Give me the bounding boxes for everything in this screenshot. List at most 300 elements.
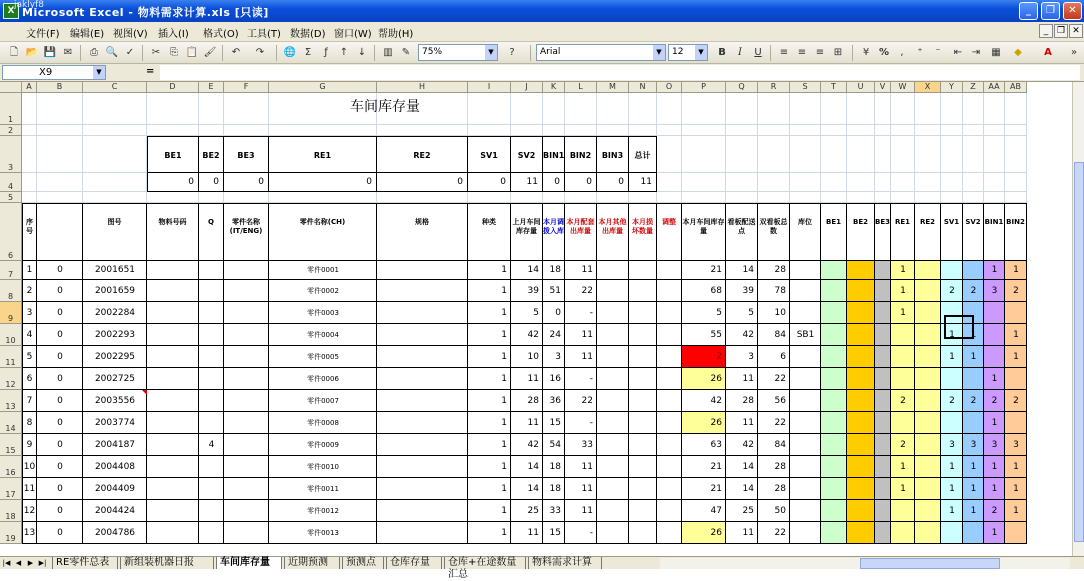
cell-seq[interactable]: 4 — [26, 330, 33, 340]
column-header-ab[interactable]: AB — [1005, 82, 1027, 93]
color-fill-cell[interactable] — [915, 478, 941, 500]
menu-edit[interactable]: 编辑(E) — [70, 29, 105, 40]
color-fill-cell[interactable] — [915, 280, 941, 302]
cell-r[interactable]: 84 — [774, 330, 786, 340]
color-fill-cell[interactable] — [847, 280, 875, 302]
grid-cell[interactable] — [83, 93, 147, 125]
cell-ab[interactable]: 2 — [1013, 396, 1019, 406]
color-fill-cell[interactable] — [963, 412, 984, 434]
table-cell[interactable] — [147, 302, 199, 324]
chevron-down-icon[interactable]: ▼ — [93, 66, 105, 79]
color-fill-cell[interactable] — [821, 456, 847, 478]
grid-cell[interactable] — [657, 93, 682, 125]
grid-cell[interactable] — [891, 125, 915, 136]
cell-kind[interactable]: 1 — [501, 308, 507, 318]
table-cell[interactable] — [629, 412, 657, 434]
row-header-15[interactable] — [0, 434, 22, 456]
color-fill-cell[interactable] — [984, 324, 1005, 346]
cell-j[interactable]: 28 — [527, 396, 539, 406]
cell-j[interactable]: 11 — [527, 418, 539, 428]
table-cell[interactable] — [377, 478, 468, 500]
cell-k[interactable]: 54 — [549, 440, 561, 450]
table-cell[interactable] — [147, 324, 199, 346]
table-cell[interactable] — [147, 261, 199, 280]
cell-k[interactable]: 0 — [555, 308, 561, 318]
decrease-indent-icon[interactable]: ⇤ — [953, 47, 963, 58]
chart-wizard-icon[interactable]: ▥ — [383, 47, 393, 58]
table-cell[interactable] — [224, 280, 269, 302]
cell-r[interactable]: 28 — [774, 462, 786, 472]
help-icon[interactable]: ? — [509, 47, 515, 58]
grid-cell[interactable] — [22, 192, 37, 203]
cell-drawing[interactable]: 2002725 — [94, 374, 136, 384]
color-fill-cell[interactable] — [847, 500, 875, 522]
table-cell[interactable] — [657, 434, 682, 456]
grid-cell[interactable] — [915, 125, 941, 136]
sheet-tab[interactable]: 预测点 — [342, 557, 384, 569]
cell-p[interactable]: 5 — [716, 308, 722, 318]
cell-b[interactable]: 0 — [57, 308, 63, 318]
grid-cell[interactable] — [984, 93, 1005, 125]
row-header-8[interactable] — [0, 280, 22, 302]
table-cell[interactable] — [224, 478, 269, 500]
column-header-r[interactable]: R — [758, 82, 790, 93]
table-cell[interactable] — [377, 456, 468, 478]
align-right-icon[interactable]: ≡ — [815, 47, 825, 58]
cell-k[interactable]: 51 — [549, 286, 561, 296]
cell-ab[interactable]: 1 — [1013, 265, 1019, 275]
cell-name[interactable]: 零件0010 — [307, 463, 339, 471]
copy-icon[interactable]: ⎘ — [170, 47, 178, 58]
cell-j[interactable]: 11 — [527, 528, 539, 538]
color-fill-cell[interactable] — [915, 412, 941, 434]
grid-cell[interactable] — [83, 125, 147, 136]
font-color-icon[interactable]: A — [1044, 47, 1052, 58]
table-cell[interactable] — [377, 412, 468, 434]
sort-descending-icon[interactable]: ↓ — [357, 47, 367, 58]
table-cell[interactable] — [377, 368, 468, 390]
open-icon[interactable]: 📂 — [25, 47, 39, 58]
cell-w[interactable]: 1 — [900, 484, 906, 494]
grid-cell[interactable] — [22, 136, 37, 173]
bold-button[interactable]: B — [718, 47, 726, 58]
cell-y[interactable]: 1 — [949, 462, 955, 472]
underline-button[interactable]: U — [754, 47, 762, 58]
row-header-19[interactable] — [0, 522, 22, 544]
table-cell[interactable] — [224, 346, 269, 368]
color-fill-cell[interactable] — [941, 522, 963, 544]
table-cell[interactable] — [657, 500, 682, 522]
row-header-12[interactable] — [0, 368, 22, 390]
grid-cell[interactable] — [629, 192, 657, 203]
table-cell[interactable] — [224, 261, 269, 280]
table-cell[interactable] — [790, 368, 821, 390]
column-header-q[interactable]: Q — [726, 82, 758, 93]
table-cell[interactable] — [224, 390, 269, 412]
cell-l[interactable]: 33 — [581, 440, 593, 450]
column-header-i[interactable]: I — [468, 82, 511, 93]
grid-cell[interactable] — [199, 192, 224, 203]
table-cell[interactable] — [790, 522, 821, 544]
cell-kind[interactable]: 1 — [501, 374, 507, 384]
grid-cell[interactable] — [468, 125, 511, 136]
grid-cell[interactable] — [758, 136, 790, 173]
grid-cell[interactable] — [963, 136, 984, 173]
cell-b[interactable]: 0 — [57, 506, 63, 516]
sheet-tab[interactable]: 仓库存量 — [386, 557, 442, 569]
increase-indent-icon[interactable]: ⇥ — [971, 47, 981, 58]
cell-aa[interactable]: 1 — [991, 418, 998, 428]
cell-aa[interactable]: 3 — [991, 286, 998, 296]
grid-cell[interactable] — [511, 192, 543, 203]
cell-aa[interactable]: 3 — [991, 440, 998, 450]
last-sheet-icon[interactable]: ▶| — [38, 559, 47, 567]
table-cell[interactable] — [199, 412, 224, 434]
grid-cell[interactable] — [891, 136, 915, 173]
cell-z[interactable]: 2 — [970, 396, 977, 406]
grid-cell[interactable] — [984, 192, 1005, 203]
grid-cell[interactable] — [758, 173, 790, 192]
align-left-icon[interactable]: ≡ — [779, 47, 789, 58]
grid-cell[interactable] — [682, 173, 726, 192]
color-fill-cell[interactable] — [915, 324, 941, 346]
color-fill-cell[interactable] — [875, 368, 891, 390]
row-header-11[interactable] — [0, 346, 22, 368]
cell-r[interactable]: 28 — [774, 484, 786, 494]
table-cell[interactable] — [629, 500, 657, 522]
color-fill-cell[interactable] — [963, 522, 984, 544]
cell-j[interactable]: 42 — [527, 330, 539, 340]
cell-s[interactable]: SB1 — [796, 330, 815, 340]
cell-seq[interactable]: 5 — [26, 352, 33, 362]
table-cell[interactable] — [199, 456, 224, 478]
grid-cell[interactable] — [875, 192, 891, 203]
increase-decimal-icon[interactable]: ⁺ — [917, 47, 923, 58]
doc-close-button[interactable]: ✕ — [1069, 24, 1083, 38]
grid-cell[interactable] — [682, 125, 726, 136]
table-cell[interactable] — [199, 390, 224, 412]
table-cell[interactable] — [147, 522, 199, 544]
grid-cell[interactable] — [821, 93, 847, 125]
autosum-icon[interactable]: Σ — [304, 47, 312, 58]
table-cell[interactable] — [377, 302, 468, 324]
cell-ab[interactable]: 1 — [1013, 330, 1019, 340]
italic-button[interactable]: I — [738, 47, 742, 58]
cell-kind[interactable]: 1 — [501, 396, 507, 406]
color-fill-cell[interactable] — [821, 261, 847, 280]
grid-cell[interactable] — [597, 93, 629, 125]
grid-cell[interactable] — [790, 93, 821, 125]
color-fill-cell[interactable] — [821, 302, 847, 324]
table-cell[interactable] — [224, 456, 269, 478]
grid-cell[interactable] — [147, 93, 199, 125]
minimize-button[interactable]: _ — [1019, 2, 1038, 20]
color-fill-cell[interactable] — [875, 324, 891, 346]
table-cell[interactable] — [629, 302, 657, 324]
cell-ab[interactable]: 3 — [1013, 440, 1019, 450]
grid-cell[interactable] — [984, 136, 1005, 173]
grid-cell[interactable] — [377, 192, 468, 203]
fill-color-icon[interactable]: ◆ — [1014, 47, 1022, 58]
color-fill-cell[interactable] — [821, 368, 847, 390]
table-cell[interactable] — [790, 412, 821, 434]
table-cell[interactable] — [629, 522, 657, 544]
cell-name[interactable]: 零件0006 — [307, 375, 339, 383]
grid-cell[interactable] — [657, 173, 682, 192]
table-cell[interactable] — [597, 412, 629, 434]
vertical-scroll-thumb[interactable] — [1074, 162, 1084, 542]
color-fill-cell[interactable] — [915, 346, 941, 368]
table-cell[interactable] — [224, 522, 269, 544]
sort-ascending-icon[interactable]: ↑ — [339, 47, 349, 58]
grid-cell[interactable] — [269, 192, 377, 203]
table-cell[interactable] — [377, 280, 468, 302]
table-cell[interactable] — [629, 390, 657, 412]
color-fill-cell[interactable] — [847, 412, 875, 434]
grid-cell[interactable] — [224, 93, 269, 125]
color-fill-cell[interactable] — [963, 261, 984, 280]
cell-name[interactable]: 零件0005 — [307, 353, 339, 361]
table-cell[interactable] — [199, 346, 224, 368]
grid-cell[interactable] — [875, 173, 891, 192]
table-cell[interactable] — [147, 434, 199, 456]
color-fill-cell[interactable] — [847, 390, 875, 412]
grid-cell[interactable] — [147, 125, 199, 136]
column-header-t[interactable]: T — [821, 82, 847, 93]
grid-cell[interactable] — [758, 192, 790, 203]
horizontal-scrollbar[interactable] — [660, 558, 1070, 569]
grid-cell[interactable] — [657, 136, 682, 173]
toolbar-options-icon[interactable]: » — [1070, 47, 1078, 58]
grid-cell[interactable] — [915, 93, 941, 125]
undo-icon[interactable]: ↶ — [231, 47, 241, 58]
column-header-u[interactable]: U — [847, 82, 875, 93]
grid-cell[interactable] — [915, 136, 941, 173]
color-fill-cell[interactable] — [891, 324, 915, 346]
cell-drawing[interactable]: 2001659 — [94, 286, 136, 296]
grid-cell[interactable] — [915, 192, 941, 203]
permission-icon[interactable]: ✉ — [63, 47, 73, 58]
cell-q[interactable]: 28 — [742, 396, 754, 406]
table-cell[interactable] — [224, 302, 269, 324]
table-cell[interactable] — [629, 368, 657, 390]
table-cell[interactable] — [657, 478, 682, 500]
grid-cell[interactable] — [657, 125, 682, 136]
cell-l[interactable]: - — [589, 528, 593, 538]
sheet-tab[interactable]: 物料需求计算 — [528, 557, 602, 569]
table-cell[interactable] — [657, 456, 682, 478]
grid-cell[interactable] — [199, 93, 224, 125]
cell-q[interactable]: 5 — [748, 308, 754, 318]
vertical-scrollbar[interactable] — [1072, 82, 1084, 556]
sheet-tab[interactable]: RE零件总表 — [52, 557, 118, 569]
menu-file[interactable]: 文件(F) — [26, 29, 60, 40]
grid-cell[interactable] — [963, 93, 984, 125]
table-cell[interactable] — [657, 368, 682, 390]
cell-name[interactable]: 零件0004 — [307, 331, 339, 339]
cell-k[interactable]: 18 — [549, 484, 561, 494]
print-preview-icon[interactable]: 🔍 — [105, 47, 119, 58]
grid-cell[interactable] — [269, 125, 377, 136]
color-fill-cell[interactable] — [875, 522, 891, 544]
grid-cell[interactable] — [790, 125, 821, 136]
color-fill-cell[interactable] — [1005, 368, 1027, 390]
cell-j[interactable]: 42 — [527, 440, 539, 450]
table-cell[interactable] — [790, 434, 821, 456]
color-fill-cell[interactable] — [847, 368, 875, 390]
color-fill-cell[interactable] — [821, 434, 847, 456]
cut-icon[interactable]: ✂ — [151, 47, 161, 58]
column-header-b[interactable]: B — [37, 82, 83, 93]
cell-r[interactable]: 84 — [774, 440, 786, 450]
cell-k[interactable]: 16 — [549, 374, 561, 384]
cell-j[interactable]: 14 — [527, 484, 539, 494]
cell-b[interactable]: 0 — [57, 484, 63, 494]
grid-cell[interactable] — [224, 125, 269, 136]
excel-app-icon[interactable]: X — [3, 3, 19, 19]
cell-z[interactable]: 1 — [970, 484, 977, 494]
cell-drawing[interactable]: 2002295 — [94, 352, 136, 362]
cell-r[interactable]: 56 — [774, 396, 786, 406]
grid-cell[interactable] — [682, 192, 726, 203]
cell-seq[interactable]: 7 — [26, 396, 33, 406]
color-fill-cell[interactable] — [891, 346, 915, 368]
chevron-down-icon[interactable]: ▼ — [485, 45, 497, 60]
row-header-9[interactable] — [0, 302, 22, 324]
cell-y[interactable]: 1 — [949, 484, 955, 494]
worksheet-grid[interactable] — [22, 93, 1072, 556]
table-cell[interactable] — [377, 434, 468, 456]
table-cell[interactable] — [597, 368, 629, 390]
currency-button[interactable]: ¥ — [862, 47, 870, 58]
grid-cell[interactable] — [963, 173, 984, 192]
color-fill-cell[interactable] — [915, 368, 941, 390]
color-fill-cell[interactable] — [875, 390, 891, 412]
cell-name[interactable]: 零件0001 — [307, 266, 339, 274]
comma-style-icon[interactable]: , — [900, 47, 904, 58]
cell-drawing[interactable]: 2004187 — [94, 440, 136, 450]
table-cell[interactable] — [377, 390, 468, 412]
cell-p[interactable]: 68 — [710, 286, 722, 296]
cell-seq[interactable]: 9 — [26, 440, 33, 450]
cell-name[interactable]: 零件0007 — [307, 397, 339, 405]
cell-q[interactable]: 42 — [742, 440, 754, 450]
table-cell[interactable] — [224, 412, 269, 434]
cell-kind[interactable]: 1 — [501, 265, 507, 275]
cell-seq[interactable]: 13 — [23, 528, 36, 538]
color-fill-cell[interactable] — [847, 324, 875, 346]
cell-z[interactable]: 2 — [970, 286, 977, 296]
grid-cell[interactable] — [790, 136, 821, 173]
cell-k[interactable]: 33 — [549, 506, 561, 516]
cell-y[interactable]: 3 — [949, 440, 955, 450]
cell-seq[interactable]: 3 — [26, 308, 33, 318]
color-fill-cell[interactable] — [875, 456, 891, 478]
table-cell[interactable] — [629, 324, 657, 346]
row-header-16[interactable] — [0, 456, 22, 478]
grid-cell[interactable] — [875, 93, 891, 125]
active-cell-cursor[interactable] — [944, 315, 974, 339]
grid-cell[interactable] — [543, 125, 565, 136]
select-all-corner[interactable] — [0, 82, 22, 93]
cell-p[interactable]: 63 — [710, 440, 722, 450]
cell-seq[interactable]: 10 — [23, 462, 36, 472]
grid-cell[interactable] — [821, 136, 847, 173]
color-fill-cell[interactable] — [821, 390, 847, 412]
grid-cell[interactable] — [847, 136, 875, 173]
grid-cell[interactable] — [726, 125, 758, 136]
drawing-icon[interactable]: ✎ — [401, 47, 411, 58]
cell-seq[interactable]: 1 — [26, 265, 33, 275]
maximize-button[interactable]: ❐ — [1041, 2, 1060, 20]
grid-cell[interactable] — [597, 125, 629, 136]
doc-restore-button[interactable]: ❐ — [1054, 24, 1068, 38]
table-cell[interactable] — [147, 390, 199, 412]
table-cell[interactable] — [790, 280, 821, 302]
table-cell[interactable] — [147, 500, 199, 522]
spelling-icon[interactable]: ✓ — [125, 47, 135, 58]
cell-y[interactable]: 2 — [949, 286, 955, 296]
color-fill-cell[interactable] — [915, 500, 941, 522]
prev-sheet-icon[interactable]: ◀ — [15, 559, 22, 567]
cell-name[interactable]: 零件0012 — [307, 507, 339, 515]
new-icon[interactable]: 🗋 — [9, 47, 19, 58]
cell-q[interactable]: 11 — [742, 374, 754, 384]
grid-cell[interactable] — [565, 192, 597, 203]
font-size-select[interactable] — [668, 44, 708, 61]
column-header-j[interactable]: J — [511, 82, 543, 93]
grid-cell[interactable] — [963, 192, 984, 203]
grid-cell[interactable] — [941, 125, 963, 136]
color-fill-cell[interactable] — [875, 500, 891, 522]
grid-cell[interactable] — [83, 192, 147, 203]
table-cell[interactable] — [199, 368, 224, 390]
color-fill-cell[interactable] — [821, 500, 847, 522]
save-icon[interactable]: 💾 — [43, 47, 57, 58]
table-cell[interactable] — [199, 522, 224, 544]
cell-ab[interactable]: 1 — [1013, 352, 1019, 362]
cell-drawing[interactable]: 2003774 — [94, 418, 136, 428]
table-cell[interactable] — [199, 478, 224, 500]
grid-cell[interactable] — [147, 192, 199, 203]
grid-cell[interactable] — [941, 192, 963, 203]
cell-name[interactable]: 零件0013 — [307, 529, 339, 537]
grid-cell[interactable] — [224, 192, 269, 203]
cell-l[interactable]: 11 — [581, 265, 593, 275]
cell-b[interactable]: 0 — [57, 396, 63, 406]
grid-cell[interactable] — [790, 192, 821, 203]
row-header-6[interactable] — [0, 203, 22, 261]
column-header-k[interactable]: K — [543, 82, 565, 93]
cell-q[interactable]: 11 — [742, 418, 754, 428]
sheet-tab[interactable]: 新组装机器日报 — [120, 557, 214, 569]
table-cell[interactable] — [199, 324, 224, 346]
menu-tools[interactable]: 工具(T) — [247, 29, 281, 40]
borders-icon[interactable]: ▦ — [991, 47, 1001, 58]
grid-cell[interactable] — [963, 125, 984, 136]
cell-l[interactable]: 22 — [581, 396, 593, 406]
table-cell[interactable] — [597, 346, 629, 368]
color-fill-cell[interactable] — [915, 261, 941, 280]
table-cell[interactable] — [147, 368, 199, 390]
cell-seq[interactable]: 2 — [26, 286, 33, 296]
next-sheet-icon[interactable]: ▶ — [27, 559, 34, 567]
grid-cell[interactable] — [377, 125, 468, 136]
row-header-10[interactable] — [0, 324, 22, 346]
color-fill-cell[interactable] — [847, 261, 875, 280]
cell-q[interactable]: 14 — [742, 462, 754, 472]
table-cell[interactable] — [147, 346, 199, 368]
